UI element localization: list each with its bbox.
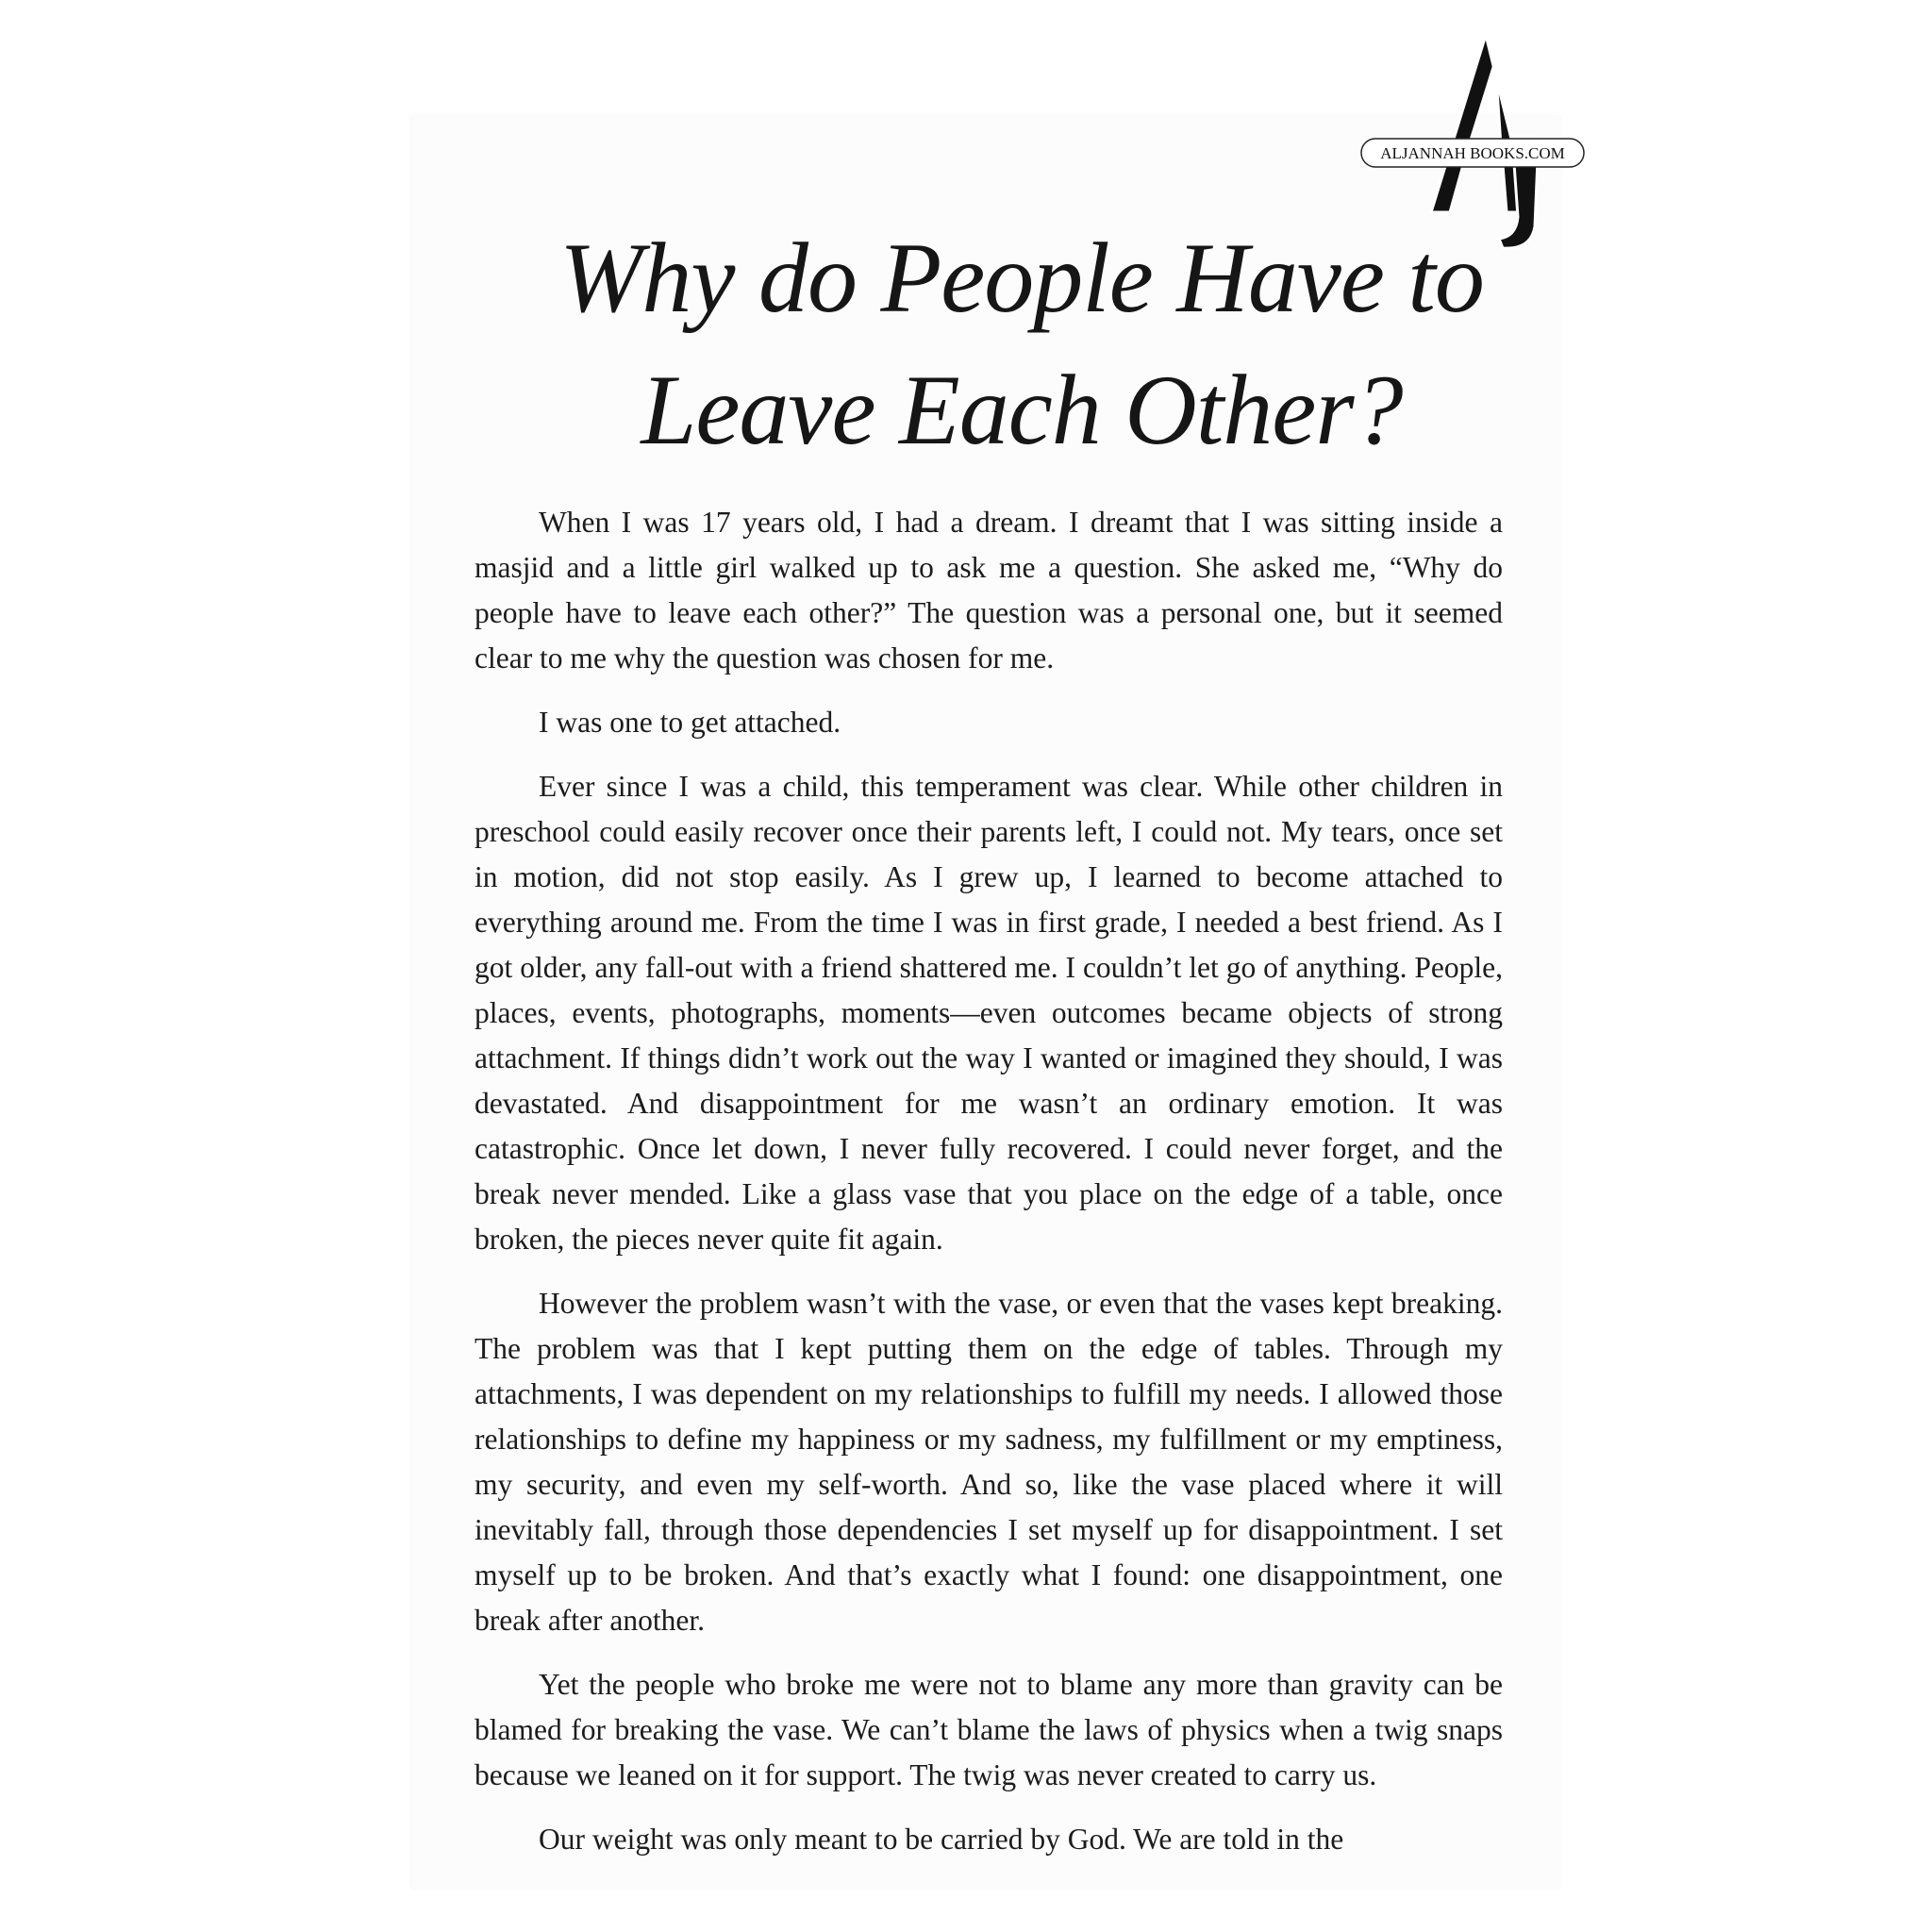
- paragraph: Yet the people who broke me were not to blame any more than gravity can be blamed for breaking the vase. We can’t blame the laws of physics when a twig snaps because we leaned on it for support. The twig was never created to carry us.: [475, 1668, 1503, 1791]
- paragraph: I was one to get attached.: [539, 706, 841, 739]
- chapter-body: [475, 500, 1503, 1881]
- logo-wordmark: ALJANNAH BOOKS.COM: [1380, 144, 1565, 162]
- paragraph: However the problem wasn’t with the vase, or even that the vases kept breaking. The problem was that I kept putting them on the edge of tables. Through my attachments, I was dependent on my relationships to fulfill my needs. I allowed those relationships to define my happiness or my sadness, my fulfillment or my emptiness, my security, and even my self-worth. And so, like the vase placed where it will inevitably fall, through those dependencies I set myself up for disappointment. I set myself up to be broken. And that’s exactly what I found: one disappointment, one break after another.: [475, 1287, 1503, 1637]
- paragraph: Our weight was only meant to be carried by God. We are told in the: [539, 1823, 1344, 1856]
- paragraph: When I was 17 years old, I had a dream. I dreamt that I was sitting inside a masjid and a little girl walked up to ask me a question. She asked me, “Why do people have to leave each other?” The question was a personal one, but it seemed clear to me why the question was chosen for me.: [475, 506, 1503, 675]
- chapter-title-line-2: Leave Each Other?: [641, 355, 1403, 465]
- chapter-title-line-1: Why do People Have to: [559, 223, 1484, 333]
- chapter-title: [413, 212, 1630, 476]
- paragraph: Ever since I was a child, this temperament was clear. While other children in preschool could easily recover once their parents left, I could not. My tears, once set in motion, did not stop easily. As I grew up, I learned to become attached to everything around me. From the time I was in first grade, I needed a best friend. As I got older, any fall-out with a friend shattered me. I couldn’t let go of anything. People, places, events, photographs, moments—even outcomes became objects of strong attachment. If things didn’t work out the way I wanted or imagined they should, I was devastated. And disappointment for me wasn’t an ordinary emotion. It was catastrophic. Once let down, I never fully recovered. I could never forget, and the break never mended. Like a glass vase that you place on the edge of a table, once broken, the pieces never quite fit again.: [475, 770, 1503, 1256]
